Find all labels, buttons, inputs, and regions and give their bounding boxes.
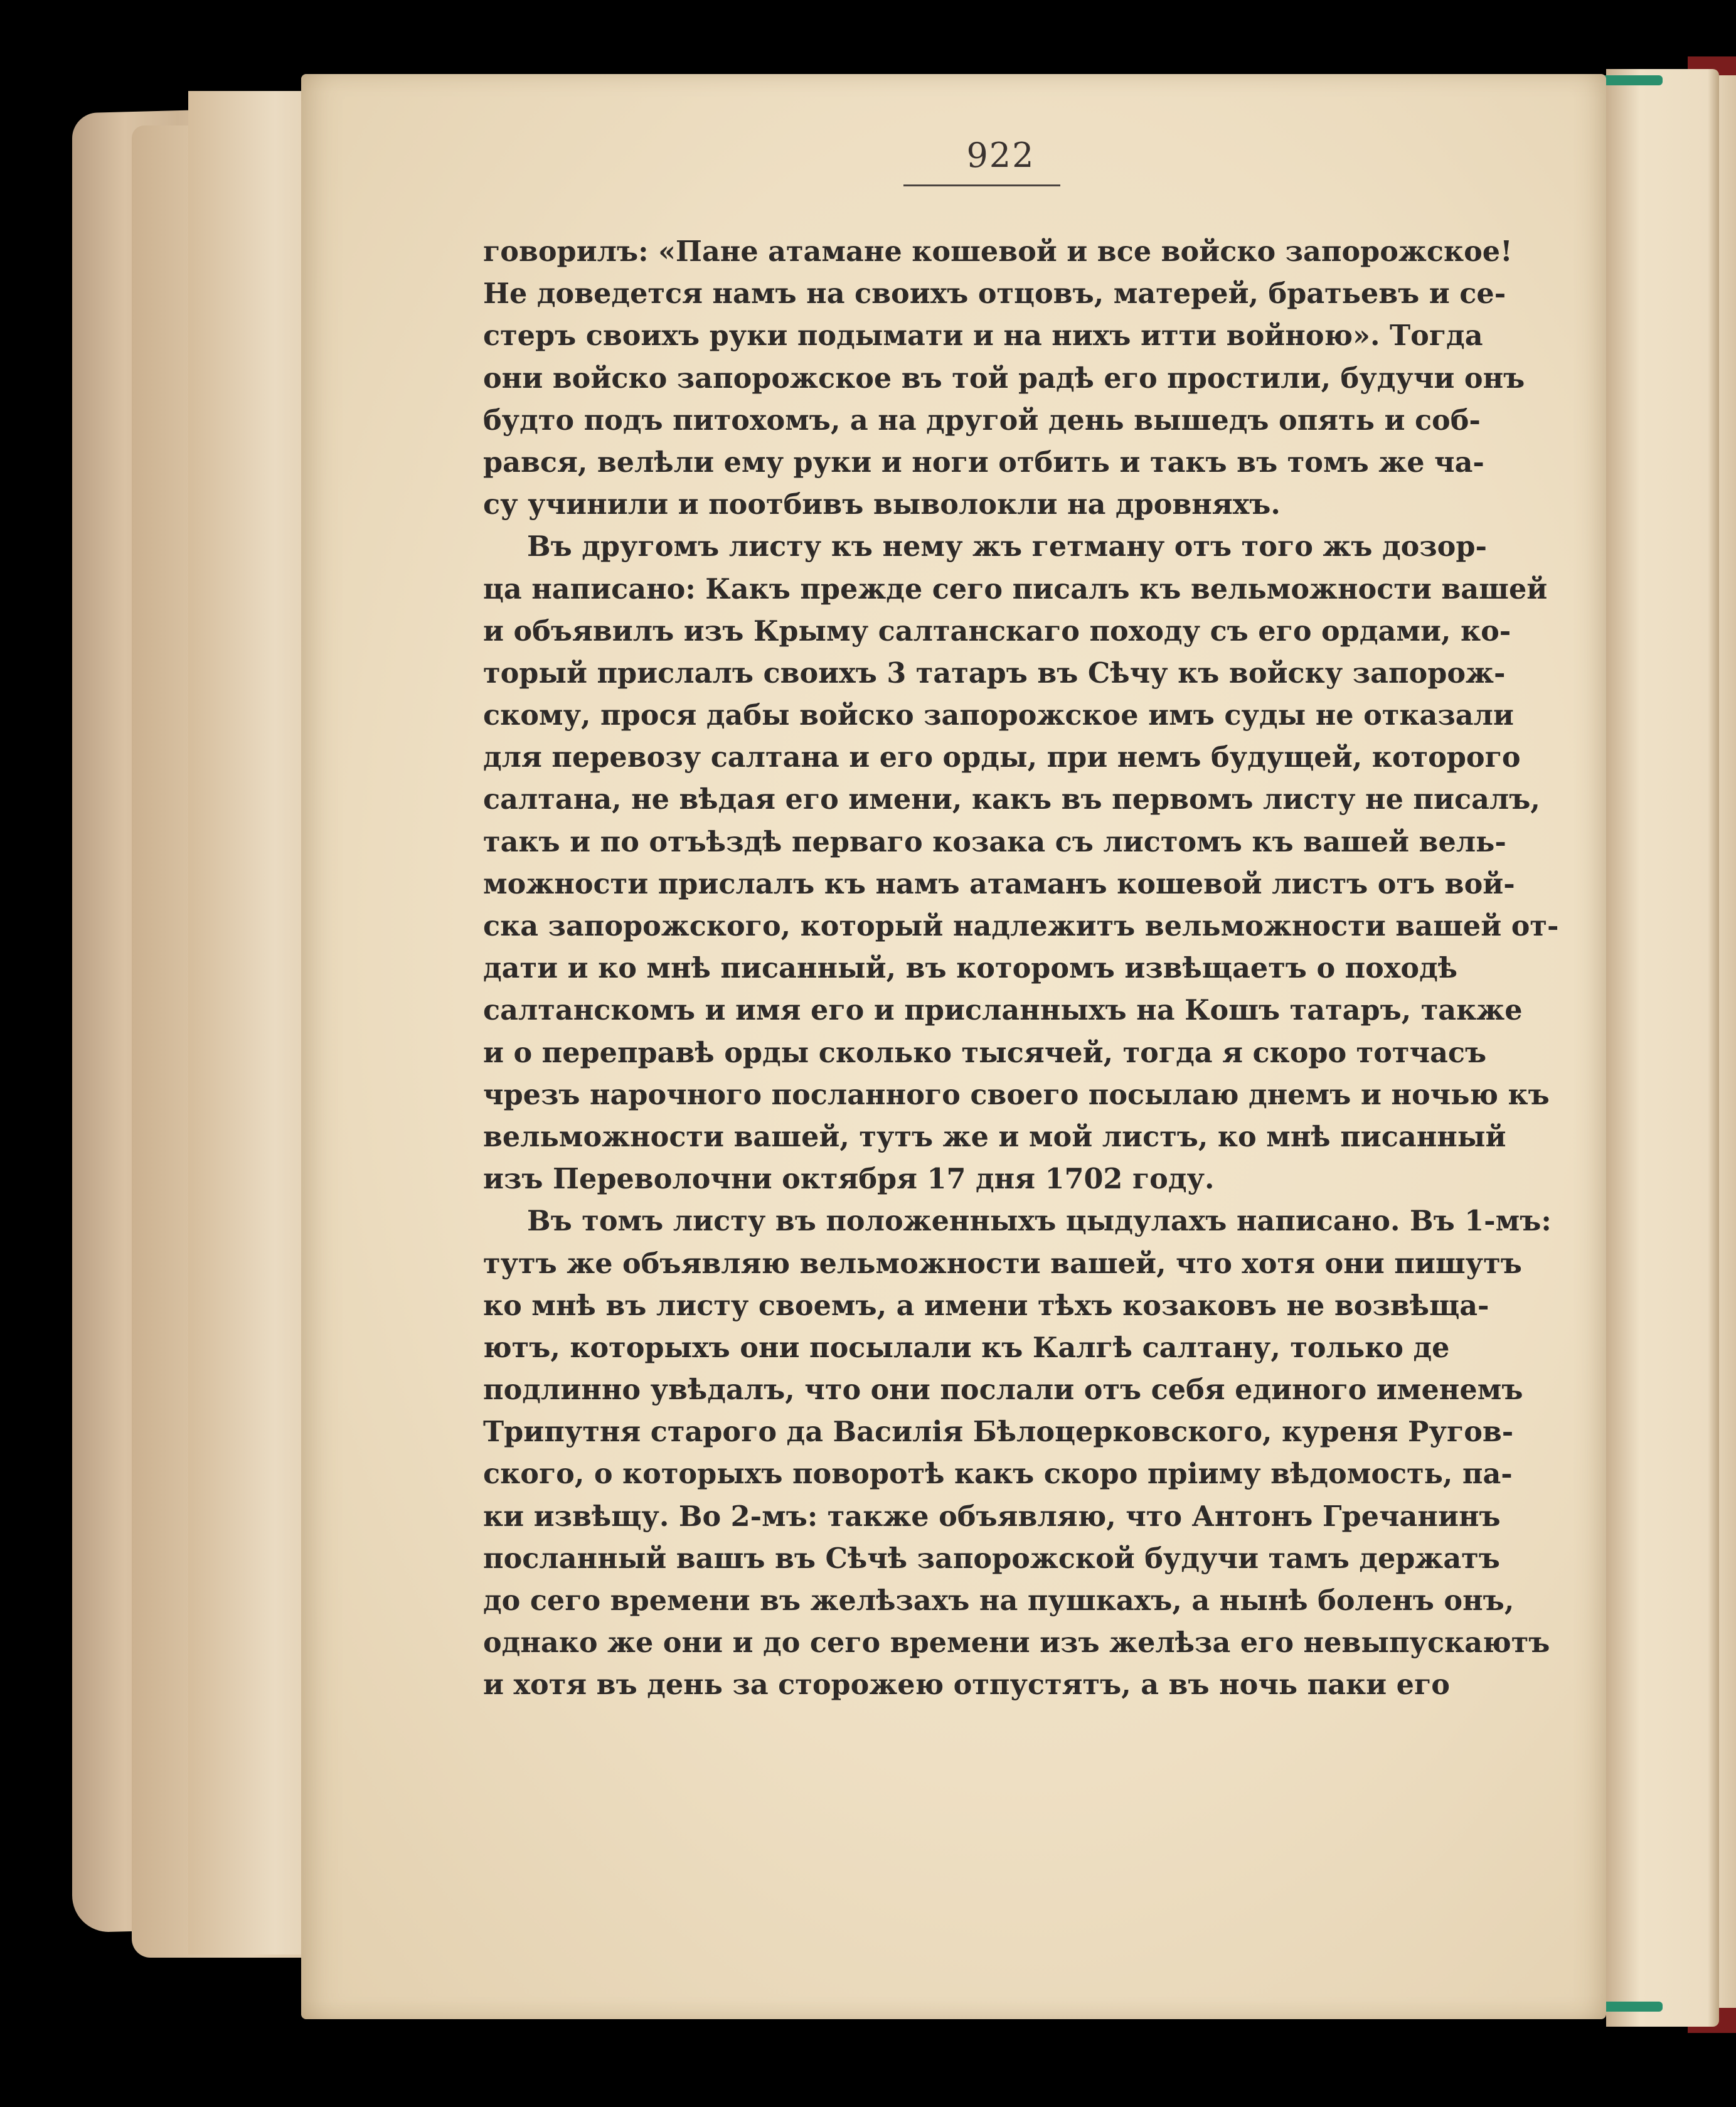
text-line: посланный вашъ въ Сѣчѣ запорожской будучи тамъ держатъ (483, 1542, 1500, 1575)
text-line: торый прислалъ своихъ 3 татаръ въ Сѣчу къ войску запорож- (483, 656, 1506, 690)
page-number: 922 (966, 136, 1035, 175)
text-line: стеръ своихъ руки подымати и на нихъ итти войною». Тогда (483, 319, 1483, 353)
text-line: подлинно увѣдалъ, что они послали отъ себя единого именемъ (483, 1374, 1523, 1407)
text-line: салтана, не вѣдая его имени, какъ въ первомъ листу не писалъ, (483, 783, 1540, 816)
text-line: чрезъ нарочного посланного своего посылаю днемъ и ночью къ (483, 1078, 1550, 1111)
text-line: можности прислалъ къ намъ атаманъ кошевой листъ отъ вой- (483, 867, 1515, 900)
text-line: ска запорожского, который надлежитъ вельможности вашей от- (483, 910, 1559, 942)
text-line: Трипутня старого да Василія Бѣлоцерковского, куреня Ругов- (483, 1416, 1514, 1449)
text-line: изъ Переволочни октября 17 дня 1702 году. (483, 1163, 1215, 1196)
text-line: Въ томъ листу въ положенныхъ цыдулахъ написано. Въ 1-мъ: (527, 1205, 1552, 1238)
text-line: Въ другомъ листу къ нему жъ гетману отъ того жъ дозор- (527, 530, 1487, 563)
text-line: будто подъ питохомъ, а на другой день вышедъ опять и соб- (483, 403, 1481, 437)
text-line: однако же они и до сего времени изъ желѣза его невыпускаютъ (483, 1626, 1550, 1660)
text-line: они войско запорожское въ той радѣ его простили, будучи онъ (483, 361, 1525, 395)
text-line: ютъ, которыхъ они посылали къ Калгѣ салтану, только де (483, 1331, 1450, 1364)
text-line: и объявилъ изъ Крыму салтанскаго походу съ его ордами, ко- (483, 614, 1511, 648)
next-page-sheet (1606, 69, 1719, 2027)
text-line: дати и ко мнѣ писанный, въ которомъ извѣщаетъ о походѣ (483, 952, 1458, 985)
text-line: рався, велѣли ему руки и ноги отбить и такъ въ томъ же ча- (483, 445, 1484, 479)
text-line: и хотя въ день за сторожею отпустятъ, а въ ночь паки его (483, 1668, 1450, 1702)
text-line: говорилъ: «Пане атамане кошевой и все войско запорожское! (483, 235, 1513, 268)
text-line: тутъ же объявляю вельможности вашей, что хотя они пишутъ (483, 1247, 1522, 1280)
page-text (483, 231, 1559, 1707)
text-line: салтанскомъ и имя его и присланныхъ на Кошъ татаръ, также (483, 994, 1523, 1027)
text-line: вельможности вашей, тутъ же и мой листъ, ко мнѣ писанный (483, 1120, 1506, 1153)
text-line: для перевозу салтана и его орды, при немъ будущей, которого (483, 741, 1521, 774)
text-line: ки извѣщу. Во 2-мъ: также объявляю, что Антонъ Гречанинъ (483, 1500, 1501, 1533)
text-line: ского, о которыхъ поворотѣ какъ скоро пріиму вѣдомость, па- (483, 1458, 1513, 1491)
text-line: такъ и по отъѣздѣ перваго козака съ листомъ къ вашей вель- (483, 825, 1506, 858)
text-line: скому, прося дабы войско запорожское имъ суды не отказали (483, 699, 1514, 732)
text-line: су учинили и поотбивъ выволокли на дровняхъ. (483, 488, 1281, 521)
book-page (301, 74, 1606, 2019)
text-line: ца написано: Какъ прежде сего писалъ къ вельможности вашей (483, 572, 1548, 605)
text-line: ко мнѣ въ листу своемъ, а имени тѣхъ козаковъ не возвѣща- (483, 1289, 1489, 1322)
page-number-rule (903, 184, 1060, 186)
text-line: до сего времени въ желѣзахъ на пушкахъ, а нынѣ боленъ онъ, (483, 1584, 1515, 1617)
text-line: Не доведется намъ на своихъ отцовъ, матерей, братьевъ и се- (483, 277, 1506, 311)
text-line: и о переправѣ орды сколько тысячей, тогда я скоро тотчасъ (483, 1036, 1487, 1069)
